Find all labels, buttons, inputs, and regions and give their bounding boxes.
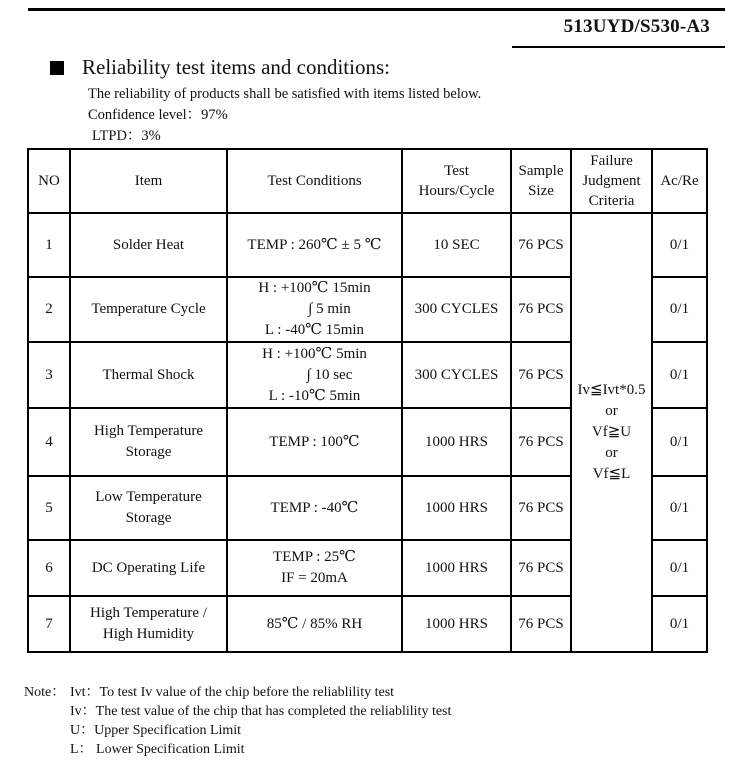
cell-conditions bbox=[227, 213, 402, 277]
cell-sample: 76 PCS bbox=[511, 342, 571, 408]
condition-line: H : +100℃ 5min bbox=[262, 345, 367, 362]
cell-item bbox=[70, 476, 227, 540]
header-item: Item bbox=[70, 149, 227, 213]
cell-item bbox=[70, 596, 227, 652]
cell-hours: 1000 HRS bbox=[402, 408, 511, 476]
square-bullet-icon bbox=[50, 61, 64, 75]
header-hours: Test Hours/Cycle bbox=[402, 149, 511, 213]
cell-acre: 0/1 bbox=[652, 596, 707, 652]
header-acre: Ac/Re bbox=[652, 149, 707, 213]
cell-hours: 1000 HRS bbox=[402, 540, 511, 596]
item-line: High Humidity bbox=[102, 626, 195, 642]
cell-acre: 0/1 bbox=[652, 213, 707, 277]
cell-conditions bbox=[227, 476, 402, 540]
cell-hours: 10 SEC bbox=[402, 213, 511, 277]
condition-line: TEMP : 100℃ bbox=[269, 433, 360, 450]
intro-line-ltpd: LTPD：3% bbox=[92, 128, 161, 144]
cell-sample: 76 PCS bbox=[511, 408, 571, 476]
header-criteria: Failure Judgment Criteria bbox=[571, 149, 652, 213]
criteria-line: Iv≦Ivt*0.5 bbox=[577, 382, 646, 398]
note-iv: Iv：The test value of the chip that has completed the reliablility test bbox=[70, 704, 452, 719]
cell-sample: 76 PCS bbox=[511, 596, 571, 652]
cell-hours: 300 CYCLES bbox=[402, 277, 511, 342]
cell-hours: 300 CYCLES bbox=[402, 342, 511, 408]
header-sample: Sample Size bbox=[511, 149, 571, 213]
item-line: Thermal Shock bbox=[102, 366, 195, 383]
top-rule bbox=[28, 8, 725, 11]
item-line: Storage bbox=[125, 510, 172, 526]
cell-conditions bbox=[227, 277, 402, 342]
intro-line-requirement: The reliability of products shall be satisfied with items listed below. bbox=[88, 86, 482, 102]
cell-sample: 76 PCS bbox=[511, 213, 571, 277]
cell-sample: 76 PCS bbox=[511, 476, 571, 540]
cell-conditions bbox=[227, 596, 402, 652]
item-line: Solder Heat bbox=[112, 236, 185, 253]
condition-line: ∫ 5 min bbox=[308, 301, 351, 317]
criteria-line: Vf≦L bbox=[592, 466, 631, 482]
part-number-underline bbox=[512, 46, 725, 48]
item-line: High Temperature / bbox=[90, 605, 207, 621]
item-line: High Temperature bbox=[93, 423, 204, 439]
cell-conditions bbox=[227, 408, 402, 476]
cell-sample: 76 PCS bbox=[511, 540, 571, 596]
table-header-row bbox=[28, 149, 707, 213]
cell-criteria bbox=[571, 213, 652, 652]
cell-item bbox=[70, 213, 227, 277]
cell-item bbox=[70, 277, 227, 342]
cell-no: 6 bbox=[28, 540, 70, 596]
note-ivt: Note： Ivt：To test Iv value of the chip before the reliablility test bbox=[24, 685, 395, 700]
cell-conditions bbox=[227, 342, 402, 408]
section-heading bbox=[50, 55, 390, 80]
cell-no: 5 bbox=[28, 476, 70, 540]
condition-line: TEMP : 25℃ bbox=[273, 549, 356, 565]
item-line: Temperature Cycle bbox=[91, 301, 206, 317]
cell-item bbox=[70, 408, 227, 476]
condition-line: 85℃ / 85% RH bbox=[266, 615, 363, 632]
intro-line-confidence: Confidence level：97% bbox=[88, 107, 228, 123]
cell-acre: 0/1 bbox=[652, 540, 707, 596]
condition-line: ∫ 10 sec bbox=[306, 366, 353, 383]
cell-no: 7 bbox=[28, 596, 70, 652]
table-row bbox=[28, 213, 707, 277]
criteria-line: or bbox=[605, 403, 618, 419]
condition-line: L : -40℃ 15min bbox=[264, 322, 365, 338]
cell-sample: 76 PCS bbox=[511, 277, 571, 342]
reliability-table bbox=[27, 148, 708, 653]
header-conditions: Test Conditions bbox=[227, 149, 402, 213]
section-title: Reliability test items and conditions: bbox=[82, 55, 390, 79]
condition-line: L : -10℃ 5min bbox=[268, 387, 361, 404]
cell-no: 1 bbox=[28, 213, 70, 277]
part-number: 513UYD/S530-A3 bbox=[563, 16, 710, 37]
cell-hours: 1000 HRS bbox=[402, 476, 511, 540]
cell-acre: 0/1 bbox=[652, 277, 707, 342]
note-u: U：Upper Specification Limit bbox=[70, 723, 242, 738]
condition-line: TEMP : -40℃ bbox=[270, 499, 359, 516]
cell-conditions bbox=[227, 540, 402, 596]
criteria-line: or bbox=[605, 445, 618, 461]
condition-line: IF = 20mA bbox=[281, 570, 348, 586]
condition-line: TEMP : 260℃ ± 5 ℃ bbox=[247, 236, 382, 253]
cell-acre: 0/1 bbox=[652, 342, 707, 408]
item-line: DC Operating Life bbox=[91, 559, 206, 576]
criteria-line: Vf≧U bbox=[591, 424, 632, 440]
cell-item bbox=[70, 540, 227, 596]
cell-item bbox=[70, 342, 227, 408]
cell-no: 3 bbox=[28, 342, 70, 408]
note-label: Note： bbox=[24, 685, 66, 700]
cell-no: 2 bbox=[28, 277, 70, 342]
header-no: NO bbox=[28, 149, 70, 213]
condition-line: H : +100℃ 15min bbox=[258, 280, 371, 296]
notes bbox=[24, 683, 451, 759]
cell-acre: 0/1 bbox=[652, 476, 707, 540]
item-line: Low Temperature bbox=[95, 489, 202, 505]
intro-text bbox=[88, 84, 481, 147]
cell-no: 4 bbox=[28, 408, 70, 476]
cell-acre: 0/1 bbox=[652, 408, 707, 476]
item-line: Storage bbox=[125, 444, 172, 460]
cell-hours: 1000 HRS bbox=[402, 596, 511, 652]
note-l: L： Lower Specification Limit bbox=[70, 742, 245, 757]
